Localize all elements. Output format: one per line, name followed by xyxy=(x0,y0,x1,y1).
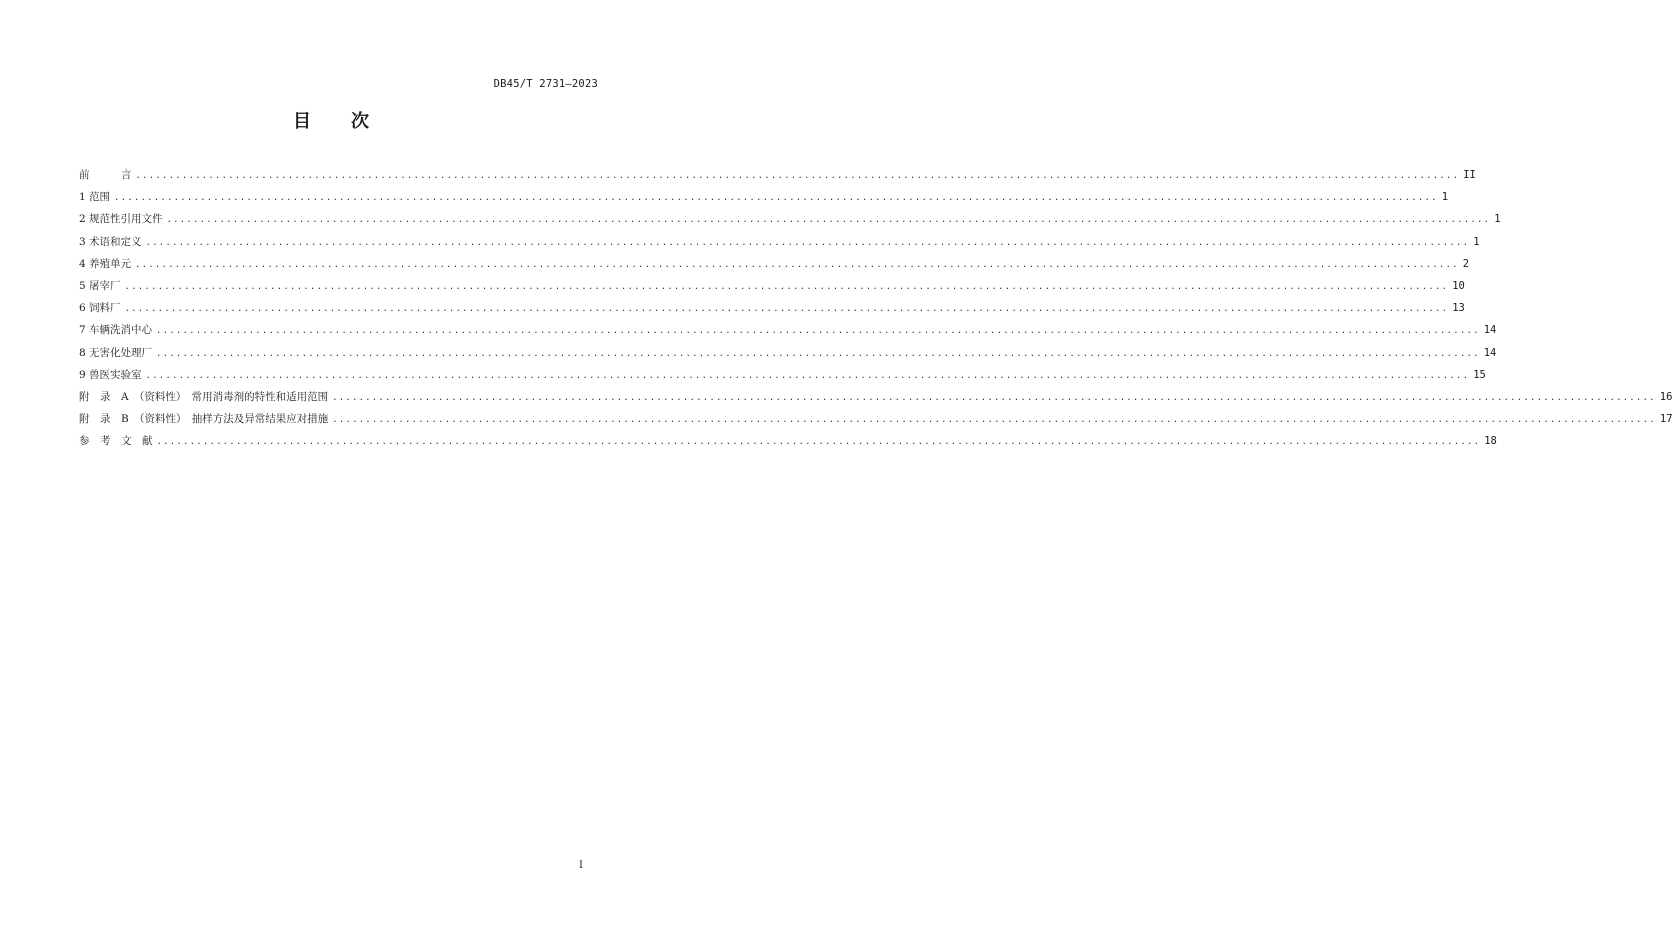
toc-entry-label: 2 规范性引用文件 xyxy=(79,213,163,226)
toc-entry-label: 6 饲料厂 xyxy=(79,302,121,315)
toc-entry[interactable] xyxy=(79,234,1480,256)
toc-entry-label: 1 范围 xyxy=(79,191,111,204)
toc-entry-label: 5 屠宰厂 xyxy=(79,279,121,292)
toc-entry-page: 18 xyxy=(1484,435,1497,448)
toc-entry-page: 13 xyxy=(1452,302,1465,315)
toc-leader-dots: ........................................................................................................................................................................................................ xyxy=(145,370,1470,381)
toc-leader-dots: ........................................................................................................................................................................................................ xyxy=(124,304,1449,315)
toc-entry-page: 14 xyxy=(1483,324,1497,337)
toc-entry-label: 9 兽医实验室 xyxy=(79,368,142,381)
toc-entry-page: 10 xyxy=(1452,279,1465,292)
toc-entry[interactable] xyxy=(79,345,1497,367)
toc-entry[interactable] xyxy=(79,433,1497,455)
table-of-contents xyxy=(79,167,1673,455)
toc-entry-page: 17 xyxy=(1659,413,1673,426)
toc-leader-dots: ........................................................................................................................................................................................................ xyxy=(114,193,1438,204)
toc-entry-page: II xyxy=(1463,169,1476,181)
toc-entry[interactable] xyxy=(79,367,1486,389)
toc-entry-label: 7 车辆洗消中心 xyxy=(79,324,153,337)
toc-leader-dots: ........................................................................................................................................................................................................ xyxy=(135,171,1460,181)
toc-entry[interactable] xyxy=(79,389,1673,411)
toc-entry-page: 15 xyxy=(1473,368,1486,381)
toc-leader-dots: ........................................................................................................................................................................................................ xyxy=(135,259,1459,270)
toc-entry[interactable] xyxy=(79,256,1470,278)
toc-leader-dots: ........................................................................................................................................................................................................ xyxy=(166,215,1491,226)
page-title xyxy=(0,107,662,133)
toc-entry-label: 附 录 B （资料性） 抽样方法及异常结果应对措施 xyxy=(79,413,329,426)
toc-entry-label: 参 考 文 献 xyxy=(79,435,153,448)
toc-entry[interactable] xyxy=(79,322,1497,344)
title-part-2: 次 xyxy=(351,111,369,132)
toc-entry-label: 前 言 xyxy=(79,169,132,181)
toc-entry-page: 1 xyxy=(1494,213,1501,226)
toc-entry[interactable] xyxy=(79,411,1673,433)
toc-entry-page: 2 xyxy=(1462,257,1470,270)
toc-leader-dots: ........................................................................................................................................................................................................ xyxy=(156,326,1480,337)
toc-entry-page: 1 xyxy=(1441,191,1449,204)
doc-code: DB45/T 2731—2023 xyxy=(493,78,598,90)
toc-entry[interactable] xyxy=(79,300,1465,322)
toc-entry[interactable] xyxy=(79,189,1449,211)
toc-entry-label: 8 无害化处理厂 xyxy=(79,346,153,359)
toc-entry[interactable] xyxy=(79,278,1465,300)
toc-entry-label: 4 养殖单元 xyxy=(79,257,132,270)
toc-leader-dots: ........................................................................................................................................................................................................ xyxy=(156,437,1481,448)
toc-entry-page: 16 xyxy=(1659,390,1673,403)
toc-entry-page: 1 xyxy=(1473,235,1480,248)
toc-leader-dots: ........................................................................................................................................................................................................ xyxy=(124,281,1449,292)
toc-leader-dots: ........................................................................................................................................................................................................ xyxy=(145,237,1470,248)
toc-leader-dots: ........................................................................................................................................................................................................ xyxy=(332,392,1656,403)
toc-entry[interactable] xyxy=(79,167,1476,189)
toc-entry-label: 3 术语和定义 xyxy=(79,235,142,248)
toc-entry-page: 14 xyxy=(1483,346,1497,359)
page-number: I xyxy=(579,860,583,871)
toc-entry[interactable] xyxy=(79,211,1501,233)
toc-entry-label: 附 录 A （资料性） 常用消毒剂的特性和适用范围 xyxy=(79,390,329,403)
toc-leader-dots: ........................................................................................................................................................................................................ xyxy=(156,348,1480,359)
toc-leader-dots: ........................................................................................................................................................................................................ xyxy=(332,415,1656,426)
title-part-1: 目 xyxy=(293,111,311,132)
